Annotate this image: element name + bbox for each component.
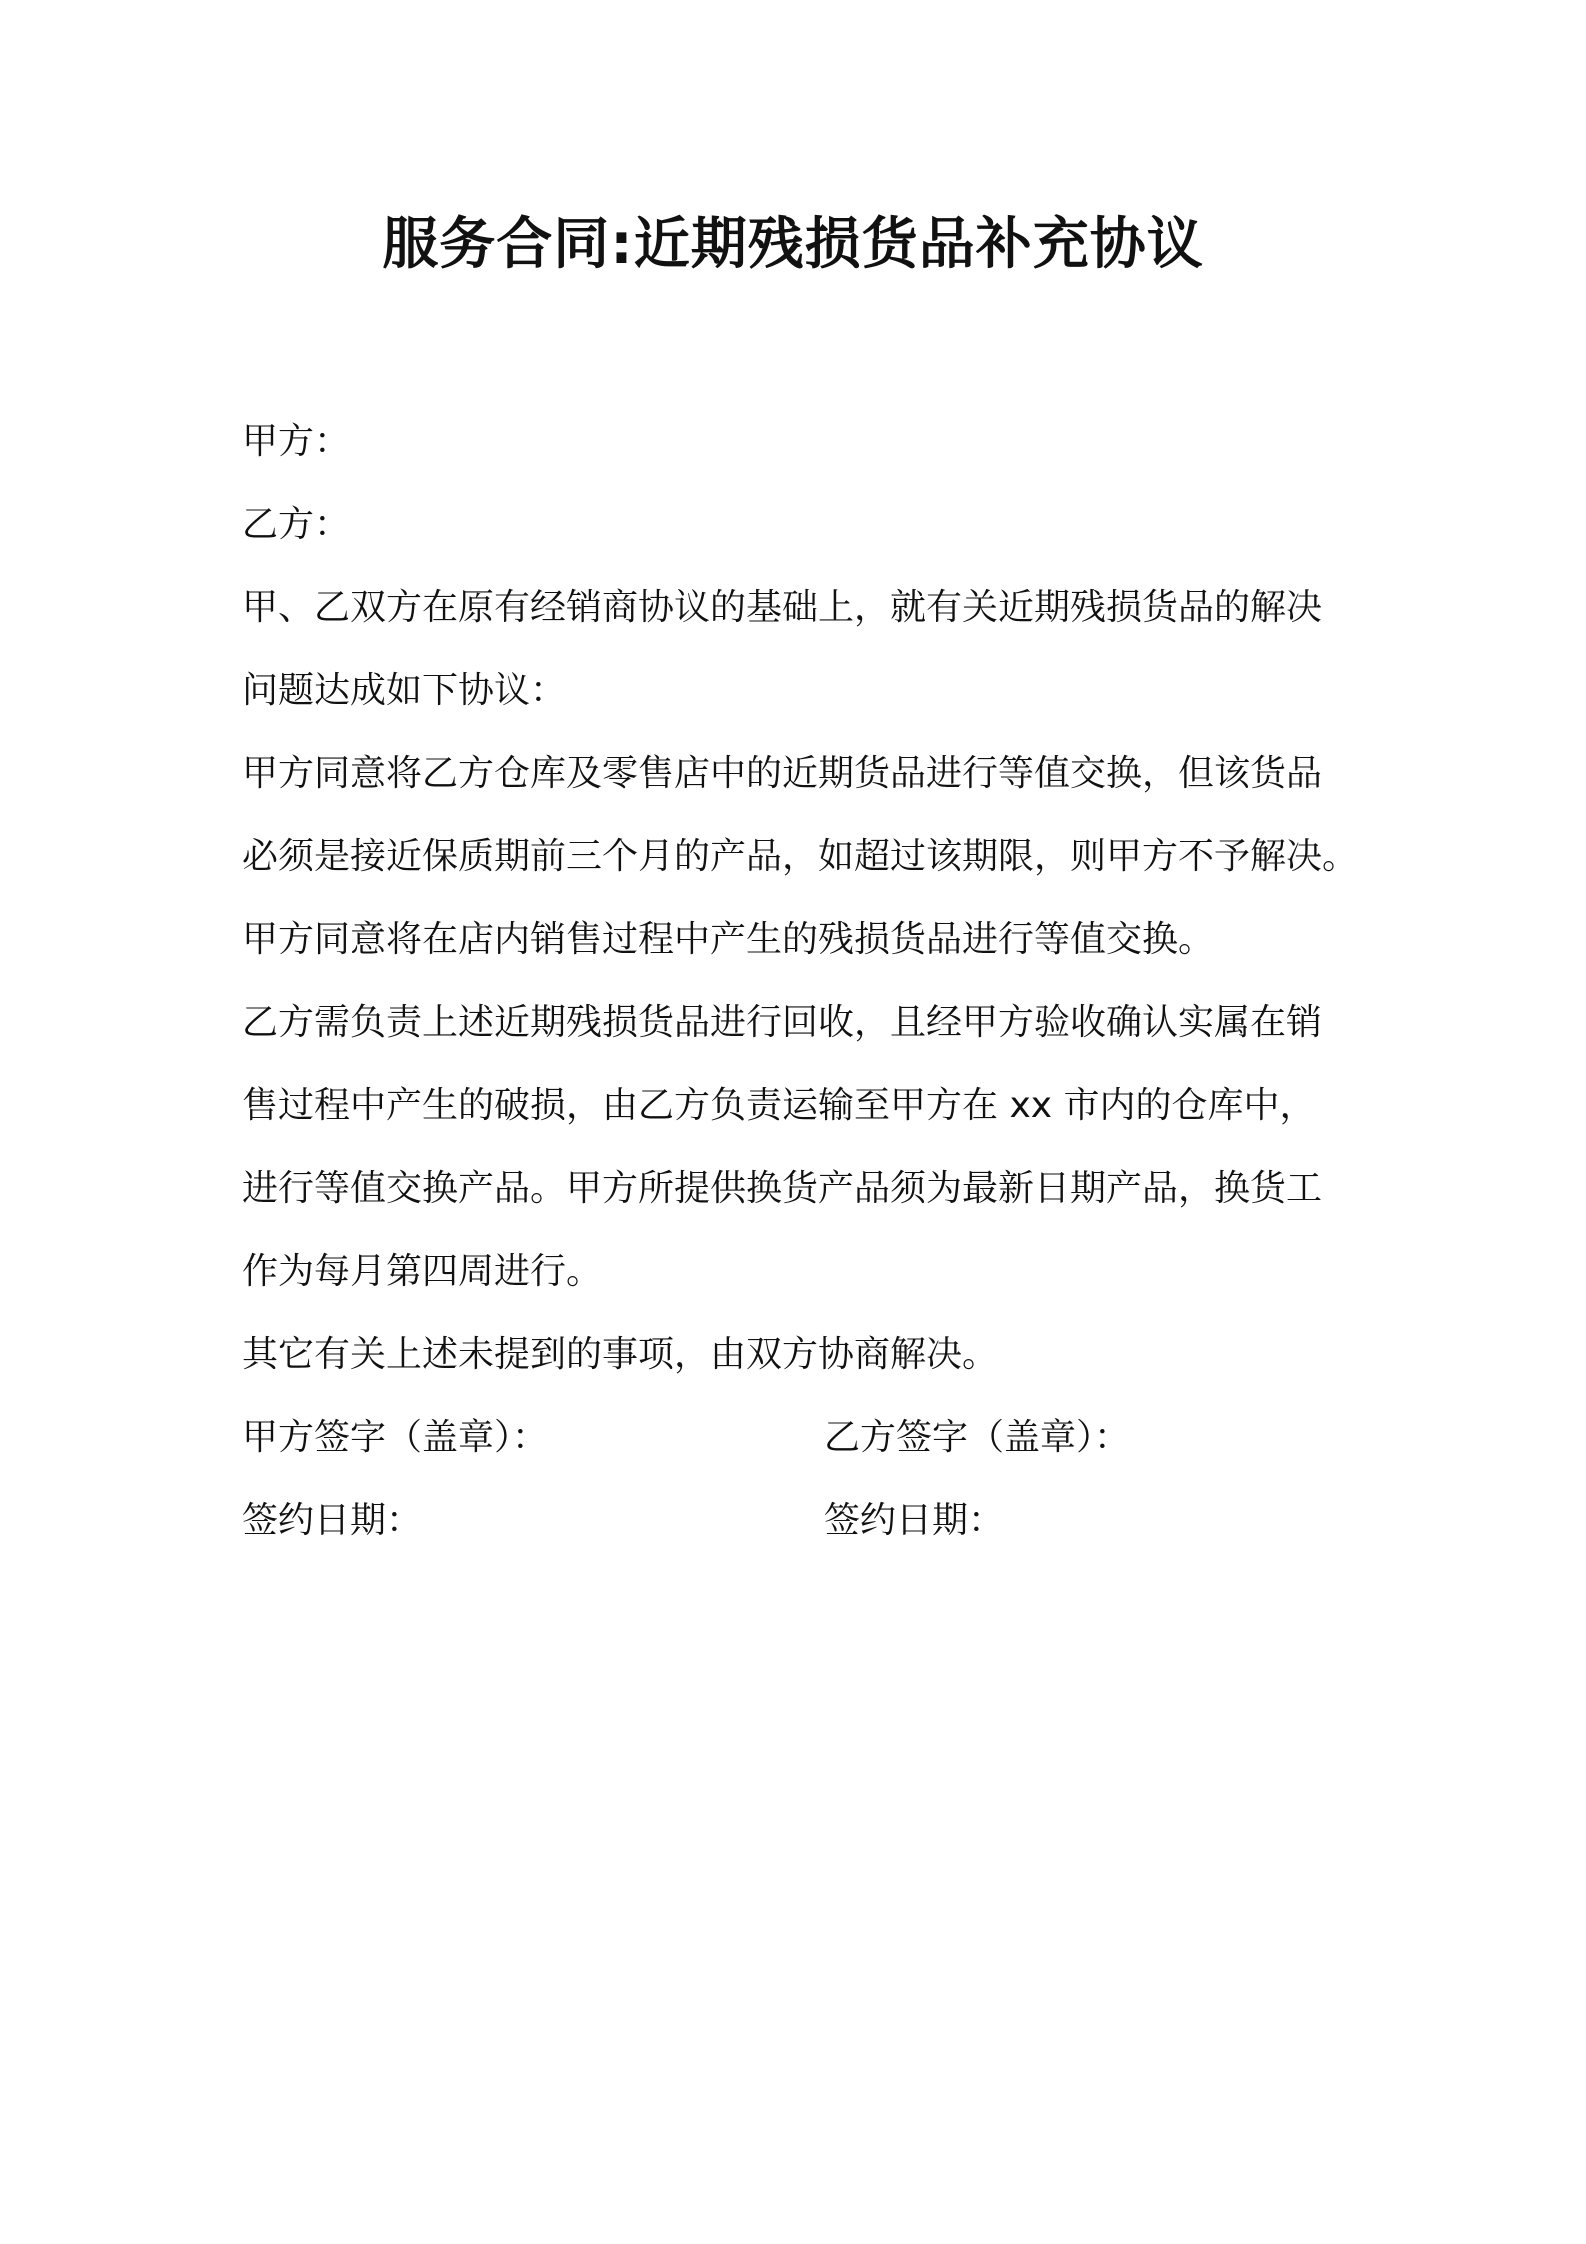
body-line-7: 售过程中产生的破损，由乙方负责运输至甲方在 xx 市内的仓库中， bbox=[242, 1085, 1316, 1126]
body-line-8: 进行等值交换产品。甲方所提供换货产品须为最新日期产品，换货工 bbox=[242, 1168, 1323, 1209]
party-a-date-label: 签约日期： bbox=[242, 1500, 423, 1541]
body-line-10: 其它有关上述未提到的事项，由双方协商解决。 bbox=[242, 1334, 999, 1375]
party-a-label: 甲方： bbox=[242, 421, 351, 462]
body-line-3: 甲方同意将乙方仓库及零售店中的近期货品进行等值交换，但该货品 bbox=[242, 753, 1323, 794]
document-body bbox=[242, 400, 1362, 1562]
party-b-label: 乙方： bbox=[242, 504, 351, 545]
body-line-6: 乙方需负责上述近期残损货品进行回收，且经甲方验收确认实属在销 bbox=[242, 1002, 1323, 1043]
body-line-2: 问题达成如下协议： bbox=[242, 670, 567, 711]
body-line-9: 作为每月第四周进行。 bbox=[242, 1251, 603, 1292]
signature-row bbox=[242, 1396, 1362, 1479]
body-line-4: 必须是接近保质期前三个月的产品，如超过该期限，则甲方不予解决。 bbox=[242, 836, 1359, 877]
body-line-1: 甲、乙双方在原有经销商协议的基础上，就有关近期残损货品的解决 bbox=[242, 587, 1323, 628]
party-b-signature-label: 乙方签字（盖章）： bbox=[824, 1417, 1131, 1458]
body-line-5: 甲方同意将在店内销售过程中产生的残损货品进行等值交换。 bbox=[242, 919, 1215, 960]
document-title: 服务合同:近期残损货品补充协议 bbox=[382, 212, 1204, 277]
party-a-signature-label: 甲方签字（盖章）： bbox=[242, 1417, 549, 1458]
date-row bbox=[242, 1479, 1362, 1562]
party-b-date-label: 签约日期： bbox=[824, 1500, 1005, 1541]
